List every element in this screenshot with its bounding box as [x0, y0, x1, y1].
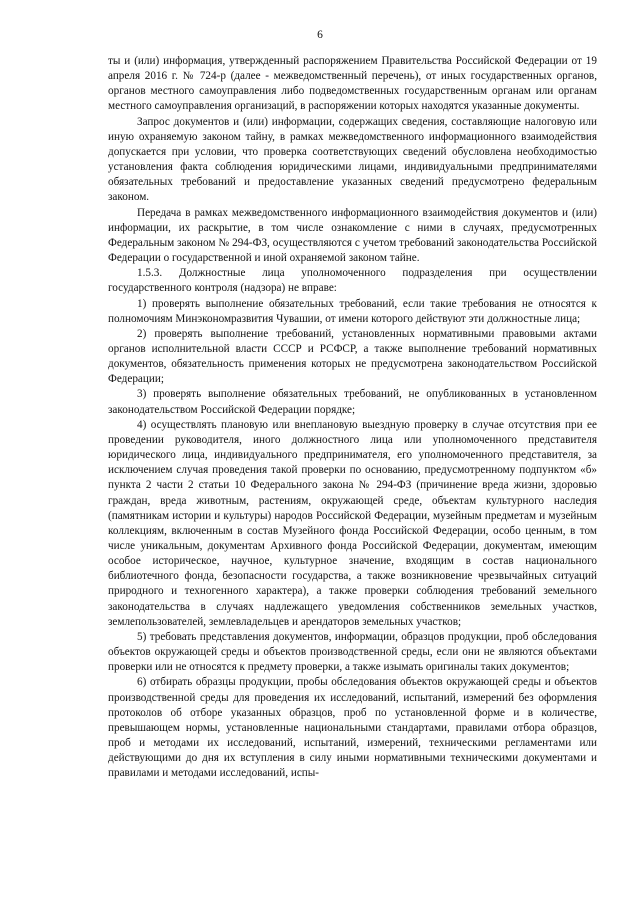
list-item-3: 3) проверять выполнение обязательных требований, не опубликованных в установленном законодательством Российской Федерации порядке; — [108, 388, 597, 416]
list-item-5: 5) требовать представления документов, информации, образцов продукции, проб обследования объектов окружающей среды и объектов производственной среды, если они не являются объектами проверки или не относятся к предмету проверки, а также изымать оригиналы таких документов; — [108, 630, 597, 674]
paragraph-1-5-3-prohibitions: 1.5.3. Должностные лица уполномоченного подразделения при осуществлении государственного контроля (надзора) не вправе: — [108, 267, 597, 295]
paragraph-continuation: ты и (или) информация, утвержденный распоряжением Правительства Российской Федерации от 19 апреля 2016 г. № 724-р (далее - межведомственный перечень), от иных государственных органов, органов местного самоуправления либо подведомственных государственным органам или органам местного самоуправления организаций, в распоряжении которых находятся указанные документы. — [108, 55, 597, 113]
list-item-4: 4) осуществлять плановую или внеплановую выездную проверку в случае отсутствия при ее проведении руководителя, иного должностного лица или уполномоченного представителя юридического лица, индивидуального предпринимателя, его уполномоченного представителя, за исключением случая проведения такой проверки по основанию, предусмотренному подпунктом «б» пункта 2 части 2 статьи 10 Федерального закона № 294-ФЗ (причинение вреда жизни, здоровью граждан, вреда животным, растениям, окружающей среде, объектам культурного наследия (памятникам истории и культуры) народов Российской Федерации, музейным предметам и музейным коллекциям, включенным в состав Музейного фонда Российской Федерации, особо ценным, в том числе уникальным, документам Архивного фонда Российской Федерации, документам, имеющим особое историческое, научное, культурное значение, входящим в состав национального библиотечного фонда, безопасности государства, а также возникновение чрезвычайных ситуаций природного и техногенного характера), а также проверки соблюдения требований земельного законодательства в случаях надлежащего уведомления собственников земельных участков, землепользователей, землевладельцев и арендаторов земельных участков; — [108, 418, 597, 628]
body-text — [108, 54, 597, 782]
paragraph-request-confidential-info: Запрос документов и (или) информации, содержащих сведения, составляющие налоговую или иную охраняемую законом тайну, в рамках межведомственного информационного взаимодействия допускается при условии, что проверка соответствующих сведений обусловлена необходимостью установления факта соблюдения юридическими лицами, индивидуальными предпринимателями обязательных требований и предоставление указанных сведений предусмотрено федеральным законом. — [108, 115, 597, 204]
paragraph-transfer-of-documents: Передача в рамках межведомственного информационного взаимодействия документов и (или) информации, их раскрытие, в том числе ознакомление с ними в случаях, предусмотренных Федеральным законом № 294-ФЗ, осуществляются с учетом требований законодательства Российской Федерации о государственной и иной охраняемой законом тайне. — [108, 206, 597, 265]
page-number: 6 — [317, 29, 323, 41]
list-item-6: 6) отбирать образцы продукции, пробы обследования объектов окружающей среды и объектов производственной среды для проведения их исследований, испытаний, измерений без оформления протоколов об отборе указанных образцов, проб по установленной форме и в количестве, превышающем нормы, установленные национальными стандартами, правилами отбора образцов, проб и методами их исследований, испытаний, измерений, техническими регламентами или действующими до дня их вступления в силу иными нормативными техническими документами и правилами и методами исследований, испы- — [108, 676, 597, 780]
list-item-1: 1) проверять выполнение обязательных требований, если такие требования не относятся к полномочиям Минэкономразвития Чувашии, от имени которого действуют эти должностные лица; — [108, 297, 597, 325]
list-item-2: 2) проверять выполнение требований, установленных нормативными правовыми актами органов исполнительной власти СССР и РСФСР, а также выполнение требований нормативных документов, обязательность применения которых не предусмотрена законодательством Российской Федерации; — [108, 327, 597, 386]
